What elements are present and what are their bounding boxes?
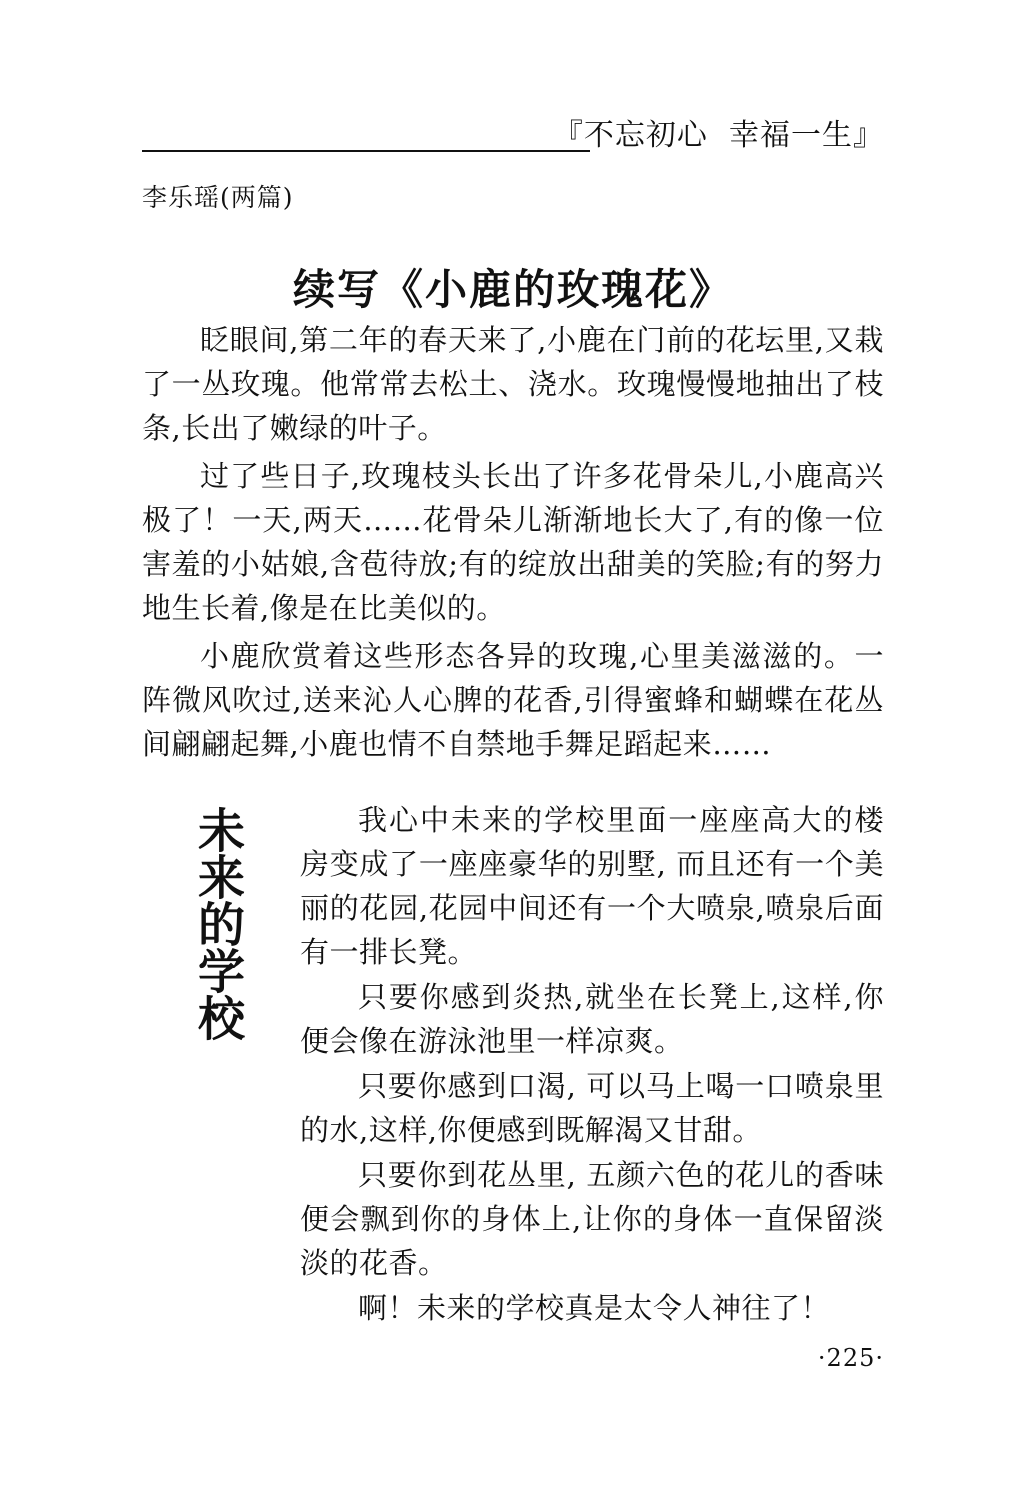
paragraph: 我心中未来的学校里面一座座高大的楼房变成了一座座豪华的别墅, 而且还有一个美丽的花园,花园中间还有一个大喷泉,喷泉后面有一排长凳。 <box>300 803 884 969</box>
running-header <box>142 116 884 158</box>
paragraph: 只要你到花丛里, 五颜六色的花儿的香味便会飘到你的身体上,让你的身体一直保留淡淡的花香。 <box>300 1158 884 1280</box>
paragraph: 只要你感到口渴, 可以马上喝一口喷泉里的水,这样,你便感到既解渴又甘甜。 <box>300 1069 884 1147</box>
article-title-future-school: 未来的学校 <box>190 806 245 1041</box>
page-number: ·225· <box>817 1344 884 1372</box>
paragraph: 小鹿欣赏着这些形态各异的玫瑰,心里美滋滋的。一阵微风吹过,送来沁人心脾的花香,引得蜜蜂和蝴蝶在花丛间翩翩起舞,小鹿也情不自禁地手舞足蹈起来…… <box>142 639 884 761</box>
header-rule <box>142 150 590 152</box>
paragraph: 只要你感到炎热,就坐在长凳上,这样,你便会像在游泳池里一样凉爽。 <box>300 980 884 1058</box>
paragraph: 过了些日子,玫瑰枝头长出了许多花骨朵儿,小鹿高兴极了！一天,两天……花骨朵儿渐渐地长大了,有的像一位害羞的小姑娘,含苞待放;有的绽放出甜美的笑脸;有的努力地生长着,像是在比美似的。 <box>142 459 884 625</box>
article-body-future-school <box>300 798 884 1331</box>
article-body-sequel <box>142 318 884 770</box>
paragraph: 啊！未来的学校真是太令人神往了！ <box>358 1291 831 1325</box>
paragraph: 眨眼间,第二年的春天来了,小鹿在门前的花坛里,又栽了一丛玫瑰。他常常去松土、浇水。玫瑰慢慢地抽出了枝条,长出了嫩绿的叶子。 <box>142 323 884 445</box>
article-title-sequel: 续写《小鹿的玫瑰花》 <box>292 265 733 315</box>
running-header-title: 『不忘初心 幸福一生』 <box>552 118 884 153</box>
author-line: 李乐瑶(两篇) <box>142 183 294 212</box>
